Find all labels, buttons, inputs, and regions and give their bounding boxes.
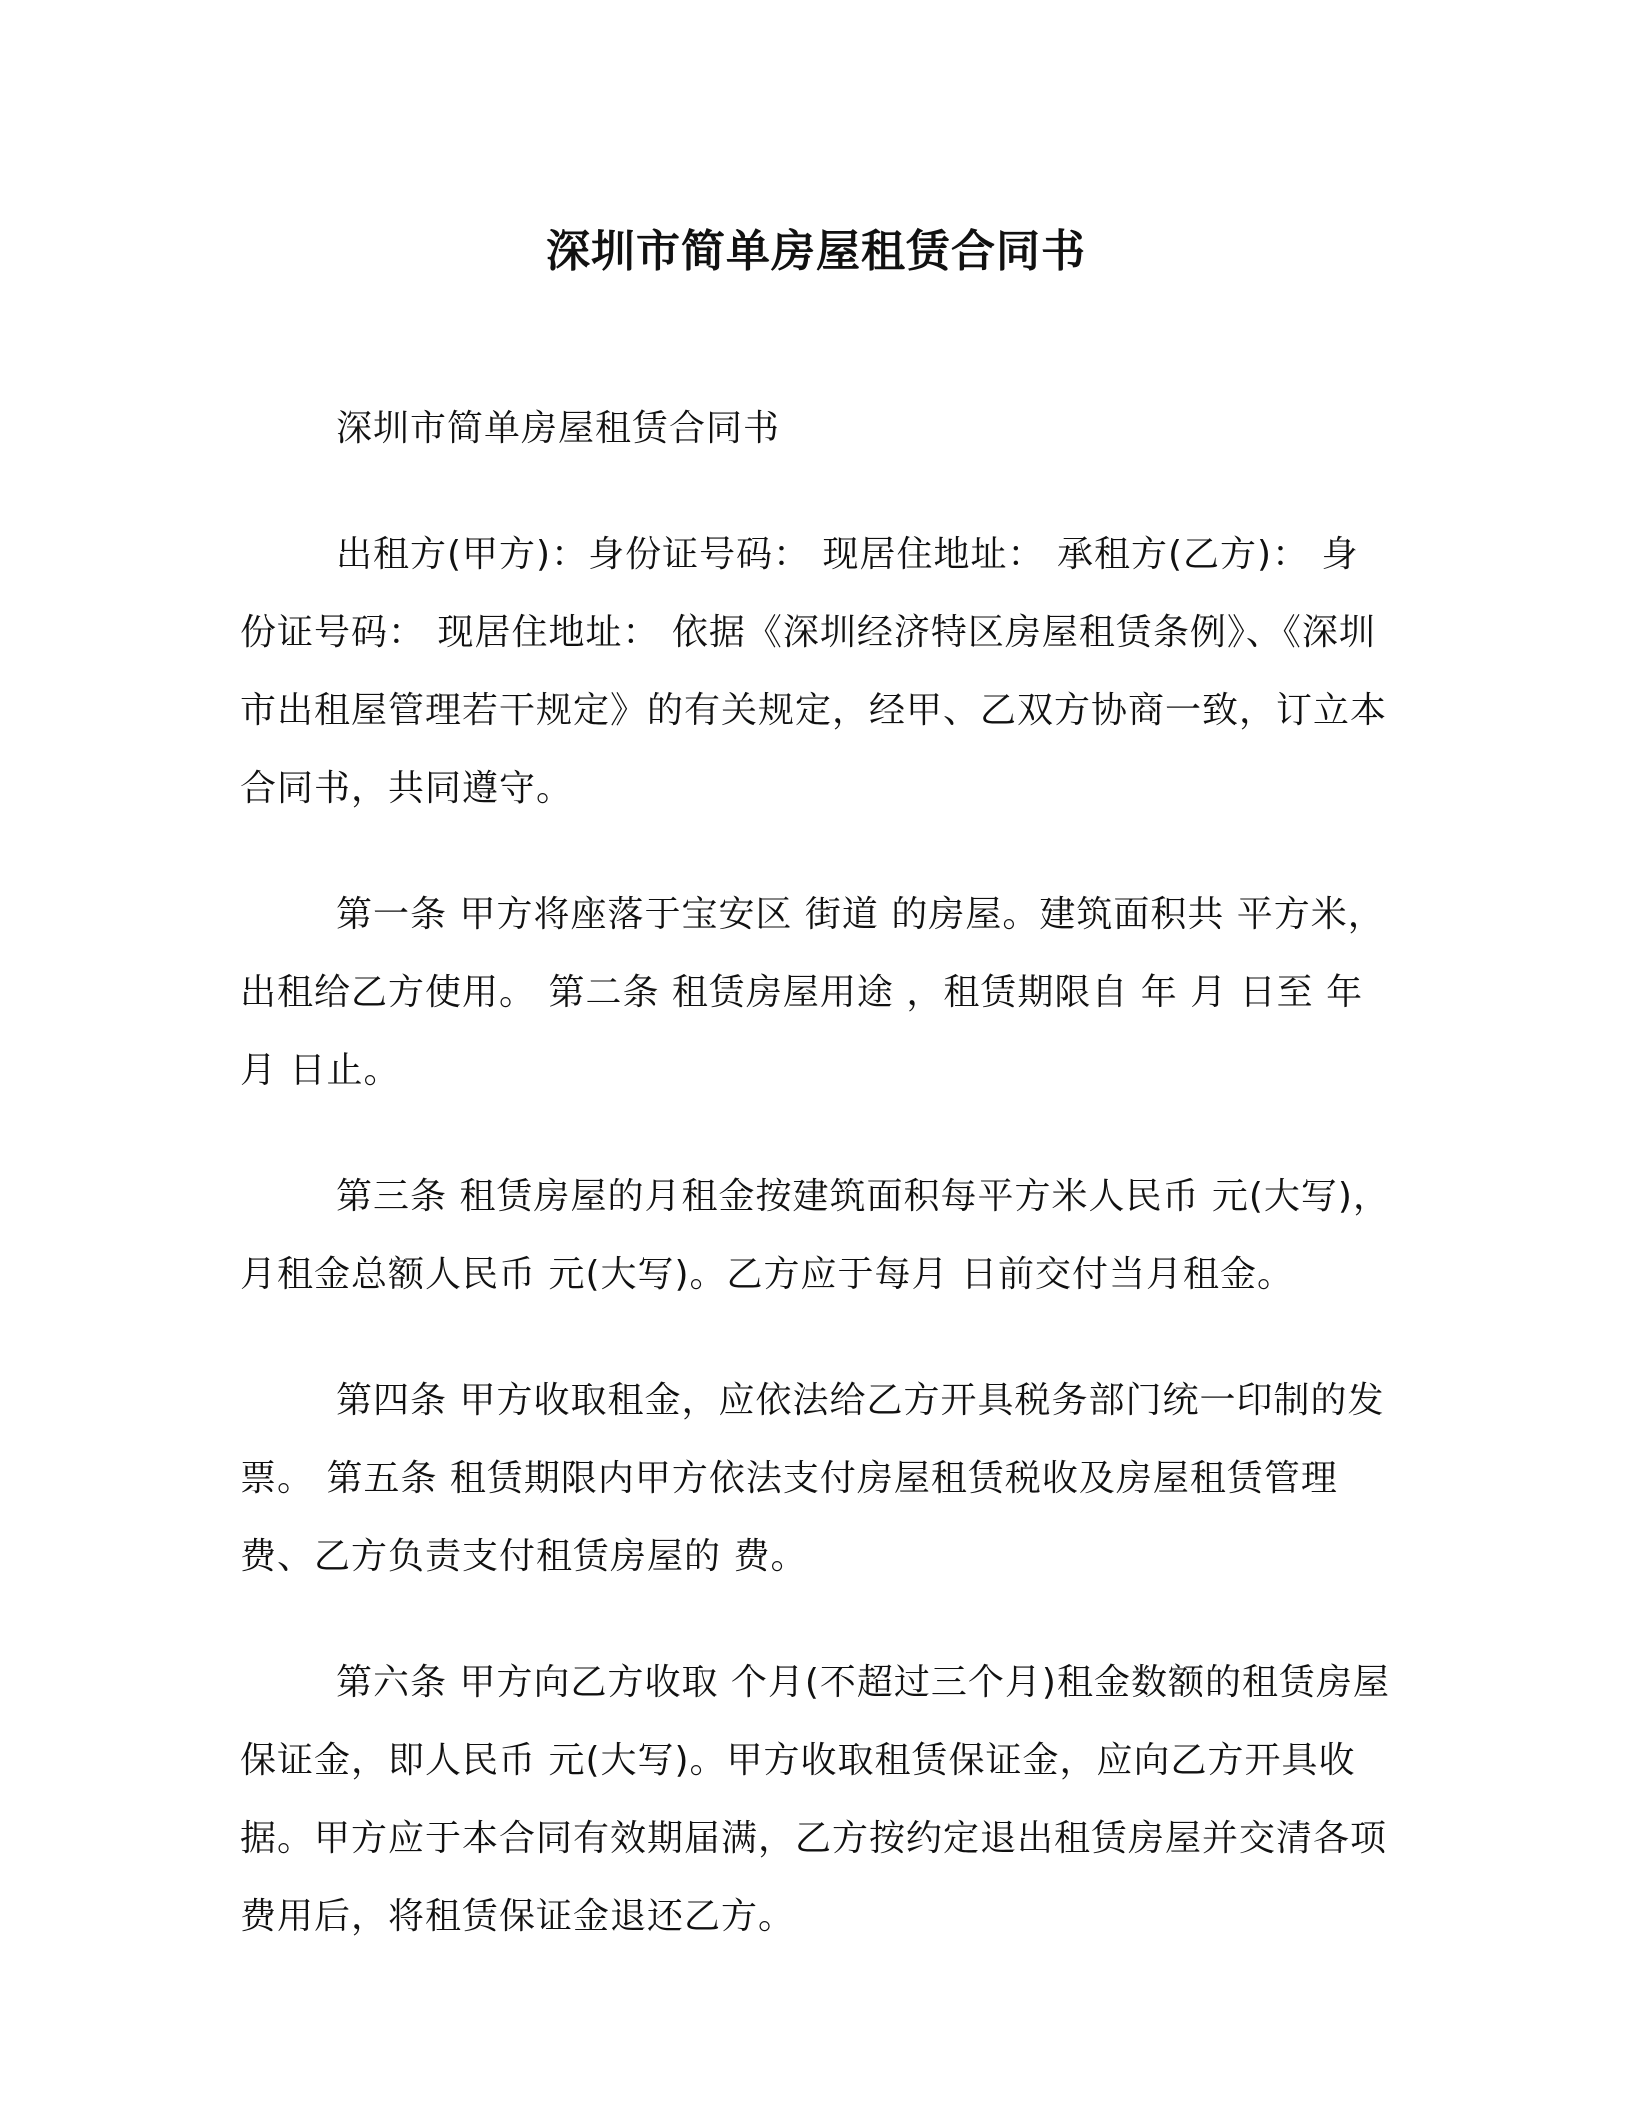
document-title: 深圳市简单房屋租赁合同书 (546, 226, 1086, 277)
paragraph-parties: 出租方(甲方)：身份证号码： 现居住地址： 承租方(乙方)： 身份证号码： 现居住地址： 依据《深圳经济特区房屋租赁条例》、《深圳市出租屋管理若干规定》的有关规定，经甲、乙双方协商一致，订立本合同书，共同遵守。 (240, 534, 1388, 809)
document-body (240, 390, 1390, 2004)
paragraph-article-1-2: 第一条 甲方将座落于宝安区 街道 的房屋。建筑面积共 平方米，出租给乙方使用。 第二条 租赁房屋用途 ，租赁期限自 年 月 日至 年 月 日止。 (240, 894, 1385, 1091)
paragraph-article-6: 第六条 甲方向乙方收取 个月(不超过三个月)租金数额的租赁房屋保证金，即人民币 元(大写)。甲方收取租赁保证金，应向乙方开具收据。甲方应于本合同有效期届满，乙方按约定退出租赁房屋并交清各项费用后，将租赁保证金退还乙方。 (240, 1662, 1390, 1937)
paragraph-subtitle: 深圳市简单房屋租赁合同书 (336, 408, 781, 449)
paragraph-article-4-5: 第四条 甲方收取租金，应依法给乙方开具税务部门统一印制的发票。 第五条 租赁期限内甲方依法支付房屋租赁税收及房屋租赁管理费、乙方负责支付租赁房屋的 费。 (240, 1380, 1385, 1577)
paragraph-article-3: 第三条 租赁房屋的月租金按建筑面积每平方米人民币 元(大写)，月租金总额人民币 元(大写)。乙方应于每月 日前交付当月租金。 (240, 1176, 1390, 1295)
